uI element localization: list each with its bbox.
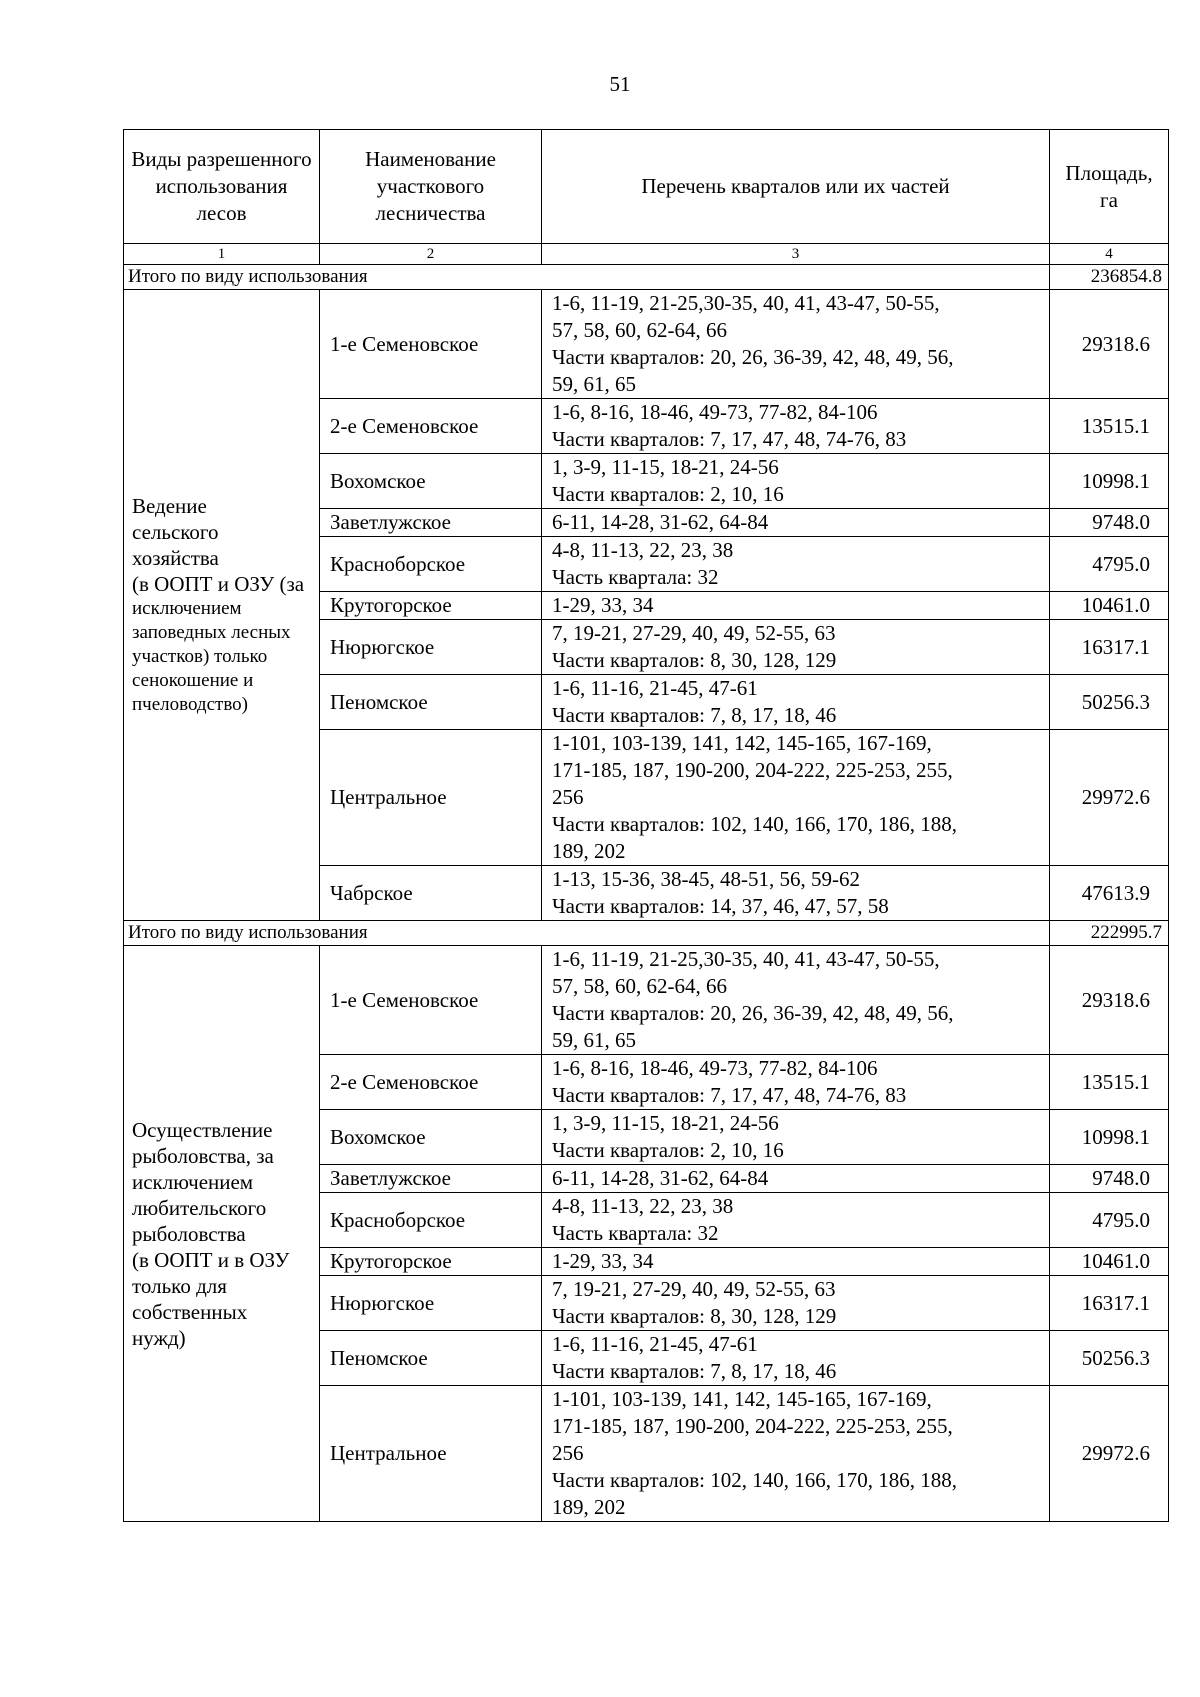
quarters-list	[542, 454, 1050, 509]
column-number: 3	[542, 244, 1050, 265]
use-type-line: участков) только	[132, 646, 268, 667]
forestry-name: Заветлужское	[320, 509, 542, 537]
quarters-list	[542, 620, 1050, 675]
forestry-name: Вохомское	[320, 454, 542, 509]
quarters-line: 1, 3-9, 11-15, 18-21, 24-56	[552, 455, 779, 479]
forestry-name: Крутогорское	[320, 592, 542, 620]
quarters-line: Части кварталов: 7, 17, 47, 48, 74-76, 83	[552, 427, 907, 451]
area-value: 9748.0	[1050, 509, 1169, 537]
use-type-line: исключением	[132, 1169, 254, 1194]
total-row	[124, 265, 1169, 290]
use-type-line: хозяйства	[132, 546, 219, 570]
quarters-line: Части кварталов: 102, 140, 166, 170, 186, 188,	[552, 812, 958, 836]
area-value: 50256.3	[1050, 675, 1169, 730]
total-row	[124, 921, 1169, 946]
quarters-line: Части кварталов: 8, 30, 128, 129	[552, 648, 837, 672]
forestry-name: Пеномское	[320, 1331, 542, 1386]
quarters-line: Части кварталов: 7, 8, 17, 18, 46	[552, 703, 837, 727]
quarters-line: 7, 19-21, 27-29, 40, 49, 52-55, 63	[552, 621, 836, 645]
quarters-list	[542, 675, 1050, 730]
table-row	[124, 946, 1169, 1055]
quarters-list	[542, 1386, 1050, 1522]
quarters-line: Части кварталов: 2, 10, 16	[552, 482, 784, 506]
quarters-list	[542, 290, 1050, 399]
quarters-line: 1-6, 11-16, 21-45, 47-61	[552, 1332, 758, 1356]
quarters-line: Части кварталов: 8, 30, 128, 129	[552, 1304, 837, 1328]
quarters-line: 256	[552, 1441, 584, 1465]
column-number: 4	[1050, 244, 1169, 265]
quarters-line: 1-6, 11-19, 21-25,30-35, 40, 41, 43-47, 50-55,	[552, 947, 940, 971]
area-value: 9748.0	[1050, 1165, 1169, 1193]
forestry-name: Центральное	[320, 730, 542, 866]
area-value: 4795.0	[1050, 1193, 1169, 1248]
quarters-line: 7, 19-21, 27-29, 40, 49, 52-55, 63	[552, 1277, 836, 1301]
forestry-name: Заветлужское	[320, 1165, 542, 1193]
table-row	[124, 290, 1169, 399]
quarters-line: 1-6, 8-16, 18-46, 49-73, 77-82, 84-106	[552, 400, 878, 424]
quarters-list	[542, 1055, 1050, 1110]
forestry-name: Пеномское	[320, 675, 542, 730]
quarters-line: 1-101, 103-139, 141, 142, 145-165, 167-169,	[552, 1387, 932, 1411]
header-quarters-list: Перечень кварталов или их частей	[542, 130, 1050, 244]
quarters-list	[542, 1331, 1050, 1386]
column-number: 2	[320, 244, 542, 265]
area-value: 50256.3	[1050, 1331, 1169, 1386]
quarters-line: 59, 61, 65	[552, 372, 636, 396]
quarters-line: Части кварталов: 20, 26, 36-39, 42, 48, 49, 56,	[552, 345, 954, 369]
quarters-line: Части кварталов: 2, 10, 16	[552, 1138, 784, 1162]
quarters-line: 1-6, 11-19, 21-25,30-35, 40, 41, 43-47, 50-55,	[552, 291, 940, 315]
quarters-line: 6-11, 14-28, 31-62, 64-84	[552, 1166, 769, 1190]
quarters-list	[542, 1248, 1050, 1276]
forestry-name: Крутогорское	[320, 1248, 542, 1276]
forestry-name: 1-е Семеновское	[320, 946, 542, 1055]
quarters-line: 57, 58, 60, 62-64, 66	[552, 318, 727, 342]
use-type-line: рыболовства	[132, 1221, 246, 1246]
use-type-line: нужд)	[132, 1325, 186, 1350]
quarters-line: 4-8, 11-13, 22, 23, 38	[552, 1194, 734, 1218]
forestry-name: 2-е Семеновское	[320, 1055, 542, 1110]
use-type-line: любительского	[132, 1195, 267, 1220]
area-value: 13515.1	[1050, 399, 1169, 454]
quarters-line: 57, 58, 60, 62-64, 66	[552, 974, 727, 998]
use-type-line: собственных	[132, 1299, 248, 1324]
quarters-list	[542, 537, 1050, 592]
forestry-name: Вохомское	[320, 1110, 542, 1165]
forestry-name: Нюрюгское	[320, 1276, 542, 1331]
quarters-list	[542, 399, 1050, 454]
use-type-line: сенокошение и	[132, 670, 254, 691]
forestry-name: Красноборское	[320, 537, 542, 592]
area-value: 16317.1	[1050, 1276, 1169, 1331]
column-number: 1	[124, 244, 320, 265]
area-value: 10461.0	[1050, 592, 1169, 620]
quarters-list	[542, 1110, 1050, 1165]
area-value: 29972.6	[1050, 1386, 1169, 1522]
quarters-line: 4-8, 11-13, 22, 23, 38	[552, 538, 734, 562]
total-area: 236854.8	[1050, 265, 1169, 290]
quarters-line: 171-185, 187, 190-200, 204-222, 225-253, 255,	[552, 1414, 953, 1438]
quarters-list	[542, 509, 1050, 537]
page-number: 51	[609, 72, 631, 96]
quarters-line: 171-185, 187, 190-200, 204-222, 225-253, 255,	[552, 758, 953, 782]
quarters-line: 1, 3-9, 11-15, 18-21, 24-56	[552, 1111, 779, 1135]
forestry-name: Нюрюгское	[320, 620, 542, 675]
area-value: 29318.6	[1050, 290, 1169, 399]
area-value: 10998.1	[1050, 1110, 1169, 1165]
quarters-list	[542, 946, 1050, 1055]
use-type-line: рыболовства, за	[132, 1143, 274, 1168]
total-area: 222995.7	[1050, 921, 1169, 946]
table-body	[124, 265, 1169, 1522]
quarters-line: Части кварталов: 7, 17, 47, 48, 74-76, 83	[552, 1083, 907, 1107]
use-type-line: (в ООПТ и в ОЗУ	[132, 1247, 290, 1272]
use-type-line: исключением	[132, 598, 242, 619]
quarters-line: 189, 202	[552, 1495, 626, 1519]
quarters-line: 1-101, 103-139, 141, 142, 145-165, 167-169,	[552, 731, 932, 755]
forestry-name: Центральное	[320, 1386, 542, 1522]
quarters-line: Часть квартала: 32	[552, 1221, 719, 1245]
area-value: 47613.9	[1050, 866, 1169, 921]
quarters-line: 1-6, 8-16, 18-46, 49-73, 77-82, 84-106	[552, 1056, 878, 1080]
quarters-line: Части кварталов: 102, 140, 166, 170, 186, 188,	[552, 1468, 958, 1492]
use-type-line: (в ООПТ и ОЗУ (за	[132, 572, 305, 596]
area-value: 4795.0	[1050, 537, 1169, 592]
header-forestry-name: Наименование участкового лесничества	[320, 130, 542, 244]
quarters-list	[542, 592, 1050, 620]
forestry-name: 1-е Семеновское	[320, 290, 542, 399]
use-type-line: Ведение	[132, 494, 207, 518]
quarters-line: 1-13, 15-36, 38-45, 48-51, 56, 59-62	[552, 867, 860, 891]
use-type-line: сельского	[132, 520, 219, 544]
use-type-line: заповедных лесных	[132, 622, 291, 643]
area-value: 29318.6	[1050, 946, 1169, 1055]
header-use-type: Виды разрешенного использования лесов	[124, 130, 320, 244]
quarters-line: 59, 61, 65	[552, 1028, 636, 1052]
use-type-line: Осуществление	[132, 1117, 273, 1142]
area-value: 16317.1	[1050, 620, 1169, 675]
quarters-line: Части кварталов: 20, 26, 36-39, 42, 48, 49, 56,	[552, 1001, 954, 1025]
quarters-line: Части кварталов: 14, 37, 46, 47, 57, 58	[552, 894, 889, 918]
quarters-line: 1-29, 33, 34	[552, 1249, 654, 1273]
forest-use-table	[123, 129, 1169, 1522]
quarters-list	[542, 1165, 1050, 1193]
header-area: Площадь, га	[1050, 130, 1169, 244]
total-label: Итого по виду использования	[124, 265, 1050, 290]
quarters-list	[542, 730, 1050, 866]
column-numbers-row	[124, 244, 1169, 265]
area-value: 29972.6	[1050, 730, 1169, 866]
quarters-line: 1-29, 33, 34	[552, 593, 654, 617]
quarters-line: 189, 202	[552, 839, 626, 863]
quarters-list	[542, 1276, 1050, 1331]
area-value: 10461.0	[1050, 1248, 1169, 1276]
total-label: Итого по виду использования	[124, 921, 1050, 946]
header-row	[124, 130, 1169, 244]
use-type-line: пчеловодство)	[132, 694, 249, 715]
area-value: 13515.1	[1050, 1055, 1169, 1110]
quarters-line: Часть квартала: 32	[552, 565, 719, 589]
quarters-line: 256	[552, 785, 584, 809]
area-value: 10998.1	[1050, 454, 1169, 509]
quarters-line: 1-6, 11-16, 21-45, 47-61	[552, 676, 758, 700]
use-type-line: только для	[132, 1273, 227, 1298]
forestry-name: Красноборское	[320, 1193, 542, 1248]
quarters-list	[542, 1193, 1050, 1248]
use-type-cell	[124, 946, 320, 1522]
forestry-name: Чабрское	[320, 866, 542, 921]
use-type-cell	[124, 290, 320, 921]
quarters-line: 6-11, 14-28, 31-62, 64-84	[552, 510, 769, 534]
quarters-list	[542, 866, 1050, 921]
quarters-line: Части кварталов: 7, 8, 17, 18, 46	[552, 1359, 837, 1383]
forestry-name: 2-е Семеновское	[320, 399, 542, 454]
